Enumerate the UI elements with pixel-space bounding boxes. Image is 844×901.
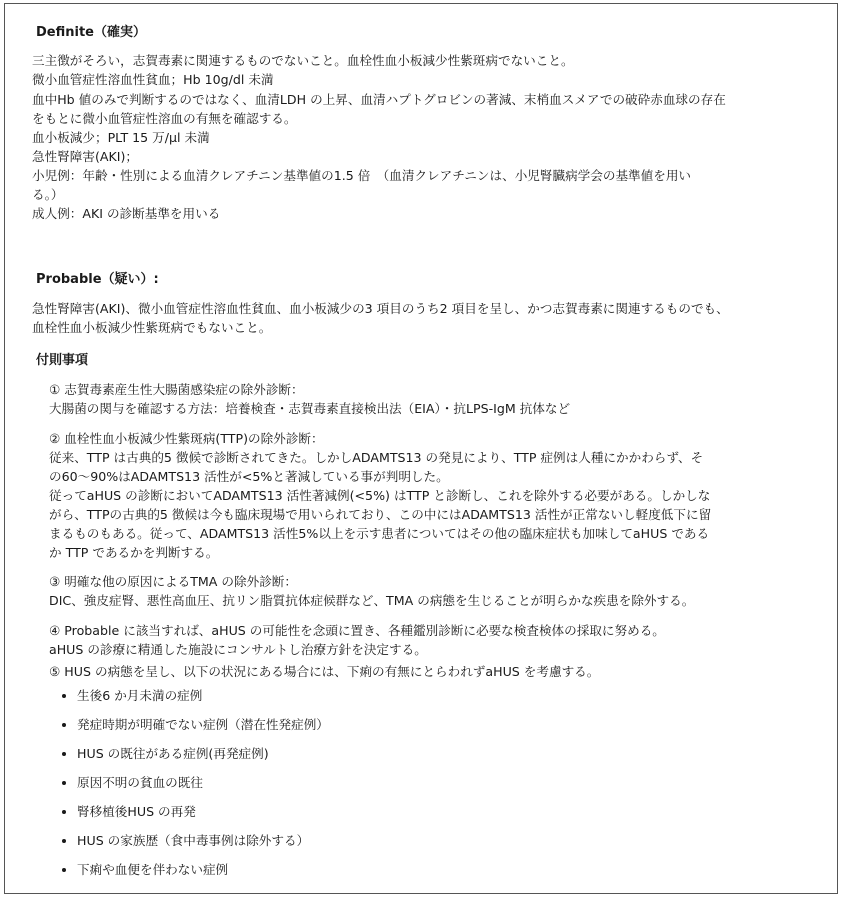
definite-line: る。） xyxy=(32,187,64,202)
item4-line: aHUS の診療に精通した施設にコンサルトし治療方針を決定する。 xyxy=(49,642,427,657)
item3-title: ③ 明確な他の原因によるTMA の除外診断： xyxy=(49,574,297,589)
item5-title: ⑤ HUS の病態を呈し、以下の状況にある場合には、下痢の有無にとらわれずaHUS を考慮する。 xyxy=(49,664,600,679)
definite-line: 急性腎障害(AKI)； xyxy=(32,149,138,164)
item2-title: ② 血栓性血小板減少性紫斑病(TTP)の除外診断： xyxy=(49,431,324,446)
bullet-icon xyxy=(62,868,66,872)
item2-line: まるものもある。従って、ADAMTS13 活性5%以上を示す患者についてはその他の臨床症状も加味してaHUS である xyxy=(49,526,710,541)
definite-line: 血中Hb 値のみで判断するのではなく、血清LDH の上昇、血清ハプトグロビンの著減、末梢血スメアでの破砕赤血球の存在 xyxy=(32,92,726,107)
definite-line: 成人例：AKI の診断基準を用いる xyxy=(32,206,221,221)
list-item-text: 下痢や血便を伴わない症例 xyxy=(77,862,229,877)
item2-line: がら、TTPの古典的5 徴候は今も臨床現場で用いられており、この中にはADAMTS13 活性が正常ないし軽度低下に留 xyxy=(49,507,712,522)
supplementary-heading: 付則事項 xyxy=(36,353,89,368)
probable-line: 急性腎障害(AKI)、微小血管症性溶血性貧血、血小板減少の3 項目のうち2 項目を呈し、かつ志賀毒素に関連するものでも、 xyxy=(32,301,729,316)
item1-line: 大腸菌の関与を確認する方法：培養検査・志賀毒素直接検出法（EIA）・抗LPS-IgM 抗体など xyxy=(49,401,571,416)
definite-line: 血小板減少；PLT 15 万/μl 未満 xyxy=(32,130,210,145)
list-item-text: 生後6 か月未満の症例 xyxy=(77,688,203,703)
item2-line: 従ってaHUS の診断においてADAMTS13 活性著減例(<5%) はTTP と診断し、これを除外する必要がある。しかしな xyxy=(49,488,711,503)
item1-title: ① 志賀毒素産生性大腸菌感染症の除外診断： xyxy=(49,382,304,397)
bullet-icon xyxy=(62,810,66,814)
definite-line: 三主徴がそろい，志賀毒素に関連するものでないこと。血栓性血小板減少性紫斑病でないこと。 xyxy=(32,53,574,68)
definite-line: 微小血管症性溶血性貧血；Hb 10g/dl 未満 xyxy=(32,72,274,87)
definite-line: 小児例：年齢・性別による血清クレアチニン基準値の1.5 倍 （血清クレアチニンは、小児腎臓病学会の基準値を用い xyxy=(32,168,692,183)
list-item-text: HUS の家族歴（食中毒事例は除外する） xyxy=(77,833,310,848)
list-item-text: 発症時期が明確でない症例（潜在性発症例） xyxy=(77,717,329,732)
bullet-icon xyxy=(62,839,66,843)
bullet-icon xyxy=(62,723,66,727)
list-item-text: HUS の既往がある症例(再発症例) xyxy=(77,746,269,761)
probable-line: 血栓性血小板減少性紫斑病でもないこと。 xyxy=(32,320,272,335)
item3-line: DIC、強皮症腎、悪性高血圧、抗リン脂質抗体症候群など、TMA の病態を生じることが明らかな疾患を除外する。 xyxy=(49,593,695,608)
item2-line: 従来、TTP は古典的5 徴候で診断されてきた。しかしADAMTS13 の発見により、TTP 症例は人種にかかわらず、そ xyxy=(49,450,704,465)
item4-title: ④ Probable に該当すれば、aHUS の可能性を念頭に置き、各種鑑別診断に必要な検査検体の採取に努める。 xyxy=(49,623,665,638)
item2-line: の60～90%はADAMTS13 活性が<5%と著減している事が判明した。 xyxy=(49,469,449,484)
bullet-icon xyxy=(62,781,66,785)
list-item-text: 腎移植後HUS の再発 xyxy=(77,804,196,819)
definite-line: をもとに微小血管症性溶血の有無を確認する。 xyxy=(32,111,297,126)
list-item-text: 原因不明の貧血の既往 xyxy=(77,775,203,790)
item2-line: か TTP であるかを判断する。 xyxy=(49,545,219,560)
definite-heading: Definite（確実） xyxy=(36,25,146,40)
bullet-icon xyxy=(62,694,66,698)
bullet-icon xyxy=(62,752,66,756)
probable-heading: Probable（疑い）: xyxy=(36,272,159,287)
